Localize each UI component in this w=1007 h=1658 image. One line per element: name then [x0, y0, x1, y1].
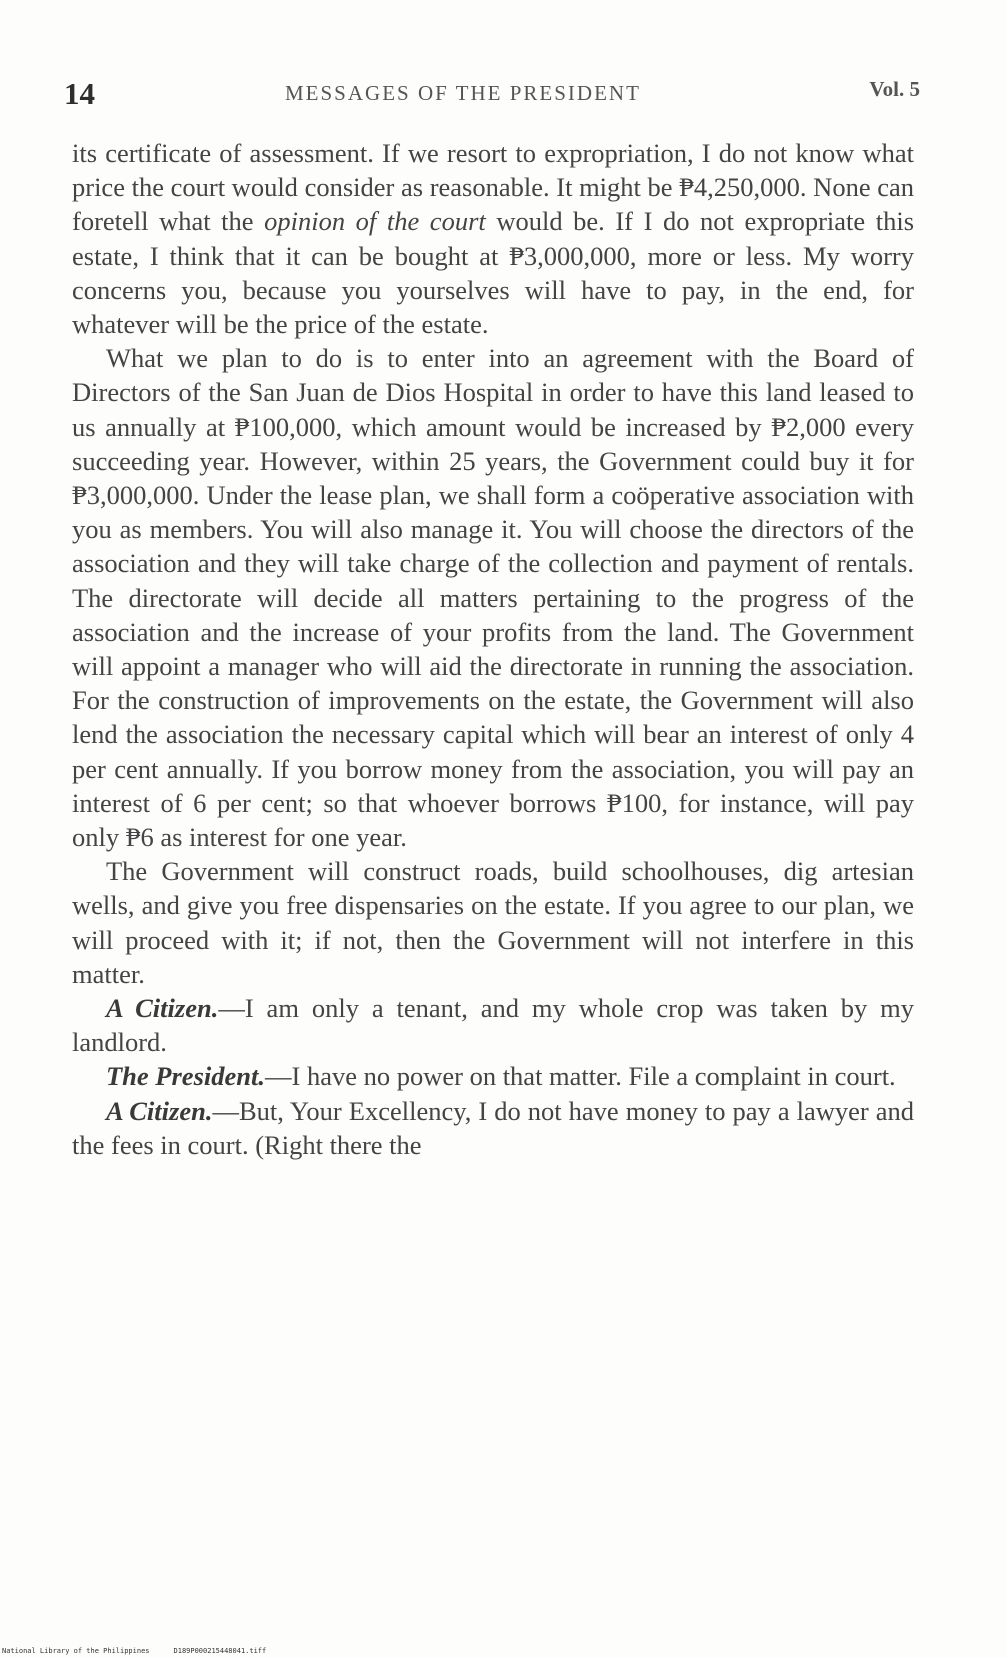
- footer-library: National Library of the Philippines: [2, 1647, 150, 1655]
- speaker-name: The President.: [106, 1061, 265, 1092]
- dialogue-paragraph: [72, 1094, 914, 1162]
- paragraph: [72, 136, 914, 341]
- scan-footer: [2, 1647, 266, 1655]
- paragraph-text: —I have no power on that matter. File a complaint in court.: [265, 1061, 896, 1092]
- speaker-name: A Citizen.: [106, 993, 219, 1024]
- speaker-name: A Citizen.: [106, 1095, 213, 1126]
- dialogue-paragraph: [72, 991, 914, 1059]
- paragraph: [72, 854, 914, 991]
- footer-file: D189P000215448041.tiff: [173, 1647, 267, 1655]
- running-head: [60, 72, 920, 112]
- emphasis-text: opinion of the court: [264, 206, 486, 237]
- body-text: [72, 136, 914, 1162]
- paragraph-text: would be. If I do not expropriate this estate, I think that it can be bought at ₱3,000,000, more or less. My worry concerns you, because you yourselves will have to pay, in the end, for whatever will be the price of the estate.: [72, 206, 915, 340]
- page-number: 14: [64, 76, 95, 111]
- paragraph-text: —But, Your Excellency, I do not have money to pay a lawyer and the fees in court. (Right there the: [72, 1095, 914, 1160]
- paragraph-text: What we plan to do is to enter into an agreement with the Board of Directors of the San Juan de Dios Hospital in order to have this land leased to us annually at ₱100,000, which amount would be increased by ₱2,000 every succeeding year. However, within 25 years, the Government could buy it for ₱3,000,000. Under the lease plan, we shall form a coöperative association with you as members. You will also manage it. You will choose the directors of the association and they will take charge of the collection and payment of rentals. The directorate will decide all matters pertaining to the progress of the association and the increase of your profits from the land. The Government will appoint a manager who will aid the directorate in running the association. For the construction of improvements on the estate, the Government will also lend the association the necessary capital which will bear an interest of only 4 per cent annually. If you borrow money from the association, you will pay an interest of 6 per cent; so that whoever borrows ₱100, for instance, will pay only ₱6 as interest for one year.: [72, 343, 914, 853]
- running-title: MESSAGES OF THE PRESIDENT: [285, 81, 641, 105]
- paragraph-text: The Government will construct roads, build schoolhouses, dig artesian wells, and give you free dispensaries on the estate. If you agree to our plan, we will proceed with it; if not, then the Government will not interfere in this matter.: [72, 856, 914, 989]
- paragraph-text: —I am only a tenant, and my whole crop was taken by my landlord.: [72, 993, 914, 1058]
- volume-label: Vol. 5: [869, 77, 920, 101]
- paragraph: [72, 341, 914, 854]
- dialogue-paragraph: [72, 1059, 914, 1093]
- paragraph-text: its certificate of assessment. If we resort to expropriation, I do not know what price the court would consider as reasonable. It might be ₱4,250,000. None can foretell what the: [72, 138, 914, 237]
